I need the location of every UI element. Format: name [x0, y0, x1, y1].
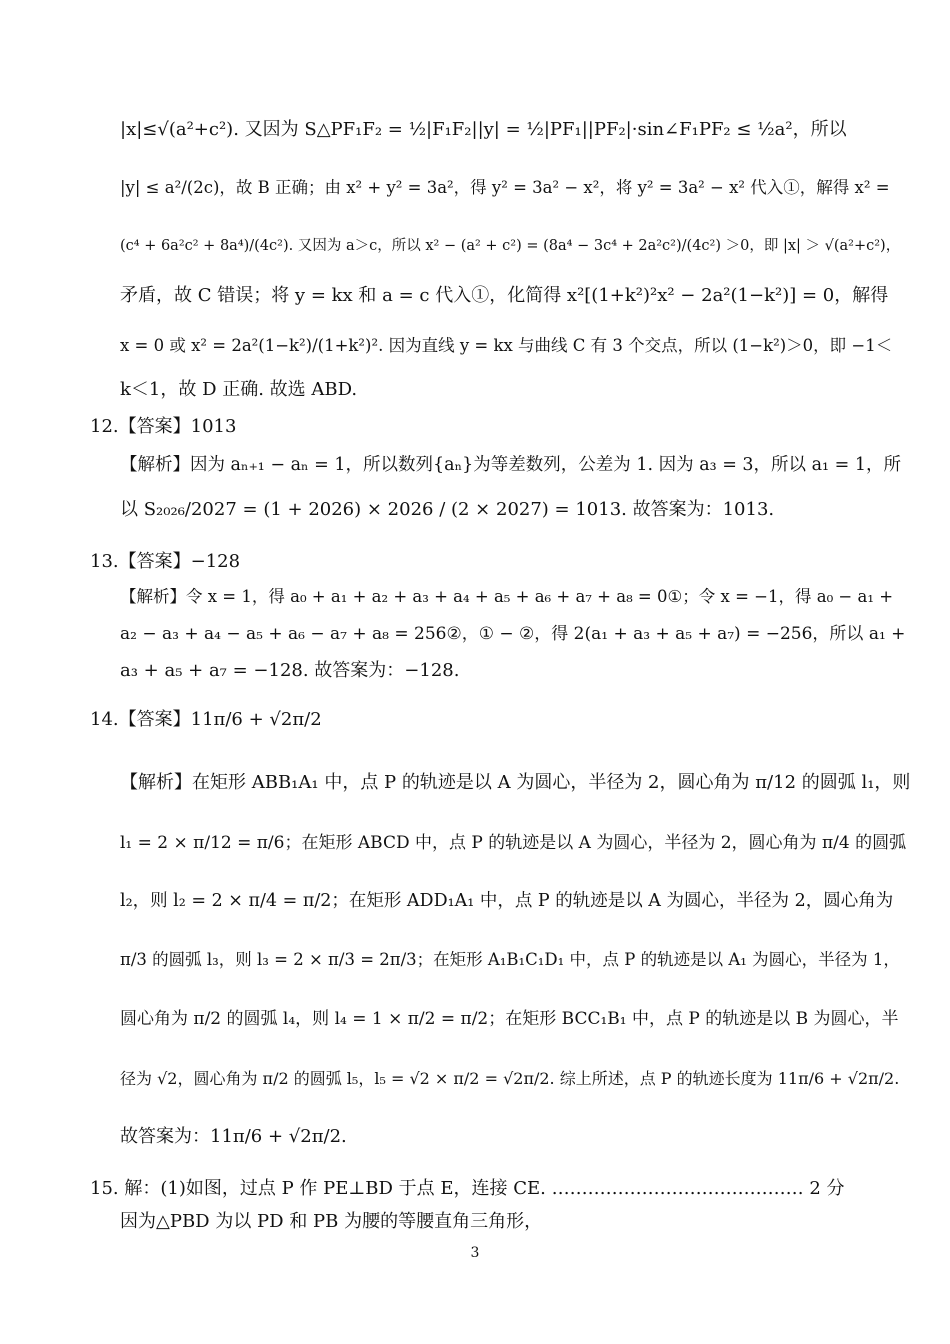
text-line: l₁ = 2 × π/12 = π/6；在矩形 ABCD 中，点 P 的轨迹是以 A 为圆心，半径为 2，圆心角为 π/4 的圆弧	[120, 833, 907, 853]
text-line: |y| ≤ a²/(2c)，故 B 正确；由 x² + y² = 3a²，得 y² = 3a² − x²，将 y² = 3a² − x² 代入①，解得 x² =	[120, 178, 890, 197]
text-line: 【解析】因为 aₙ₊₁ − aₙ = 1，所以数列{aₙ}为等差数列，公差为 1. 因为 a₃ = 3，所以 a₁ = 1，所	[120, 455, 901, 475]
text-line: k＜1，故 D 正确. 故选 ABD.	[120, 379, 358, 400]
answer-14: 14.【答案】11π/6 + √2π/2	[90, 709, 322, 730]
text-line: 【解析】令 x = 1，得 a₀ + a₁ + a₂ + a₃ + a₄ + a₅ + a₆ + a₇ + a₈ = 0①；令 x = −1，得 a₀ − a₁ +	[120, 587, 894, 606]
text-line: π/3 的圆弧 l₃，则 l₃ = 2 × π/3 = 2π/3；在矩形 A₁B₁C₁D₁ 中，点 P 的轨迹是以 A₁ 为圆心，半径为 1，	[120, 950, 900, 969]
text-line: |x|≤√(a²+c²). 又因为 S△PF₁F₂ = ½|F₁F₂||y| = ½|PF₁||PF₂|·sin∠F₁PF₂ ≤ ½a²，所以	[120, 119, 847, 140]
text-line: a₂ − a₃ + a₄ − a₅ + a₆ − a₇ + a₈ = 256②，① − ②，得 2(a₁ + a₃ + a₅ + a₇) = −256，所以 a₁ +	[120, 624, 906, 644]
text-line: (c⁴ + 6a²c² + 8a⁴)/(4c²). 又因为 a＞c，所以 x² − (a² + c²) = (8a⁴ − 3c⁴ + 2a²c²)/(4c²) ＞0，即 |x| ＞ √(a²+c²)，	[120, 238, 901, 254]
solution-15: 15. 解：(1)如图，过点 P 作 PE⊥BD 于点 E，连接 CE. …………………………………… 2 分	[90, 1178, 845, 1199]
text-line: 圆心角为 π/2 的圆弧 l₄，则 l₄ = 1 × π/2 = π/2；在矩形 BCC₁B₁ 中，点 P 的轨迹是以 B 为圆心，半	[120, 1009, 899, 1029]
text-line: 矛盾，故 C 错误；将 y = kx 和 a = c 代入①，化简得 x²[(1+k²)²x² − 2a²(1−k²)] = 0，解得	[120, 285, 889, 306]
page-number: 3	[470, 1245, 480, 1261]
text-line: a₃ + a₅ + a₇ = −128. 故答案为：−128.	[120, 660, 460, 681]
answer-12: 12.【答案】1013	[90, 416, 237, 437]
text-line: l₂，则 l₂ = 2 × π/4 = π/2；在矩形 ADD₁A₁ 中，点 P 的轨迹是以 A 为圆心，半径为 2，圆心角为	[120, 891, 894, 911]
text-line: 因为△PBD 为以 PD 和 PB 为腰的等腰直角三角形，	[120, 1211, 543, 1232]
text-line: x = 0 或 x² = 2a²(1−k²)/(1+k²)². 因为直线 y = kx 与曲线 C 有 3 个交点，所以 (1−k²)＞0，即 −1＜	[120, 336, 893, 355]
text-line: 故答案为：11π/6 + √2π/2.	[120, 1126, 347, 1147]
text-line: 以 S₂₀₂₆/2027 = (1 + 2026) × 2026 / (2 × 2027) = 1013. 故答案为：1013.	[120, 499, 775, 520]
answer-13: 13.【答案】−128	[90, 551, 241, 572]
text-line: 径为 √2，圆心角为 π/2 的圆弧 l₅，l₅ = √2 × π/2 = √2π/2. 综上所述，点 P 的轨迹长度为 11π/6 + √2π/2.	[120, 1069, 900, 1088]
text-line: 【解析】在矩形 ABB₁A₁ 中，点 P 的轨迹是以 A 为圆心，半径为 2，圆心角为 π/12 的圆弧 l₁，则	[120, 772, 911, 793]
